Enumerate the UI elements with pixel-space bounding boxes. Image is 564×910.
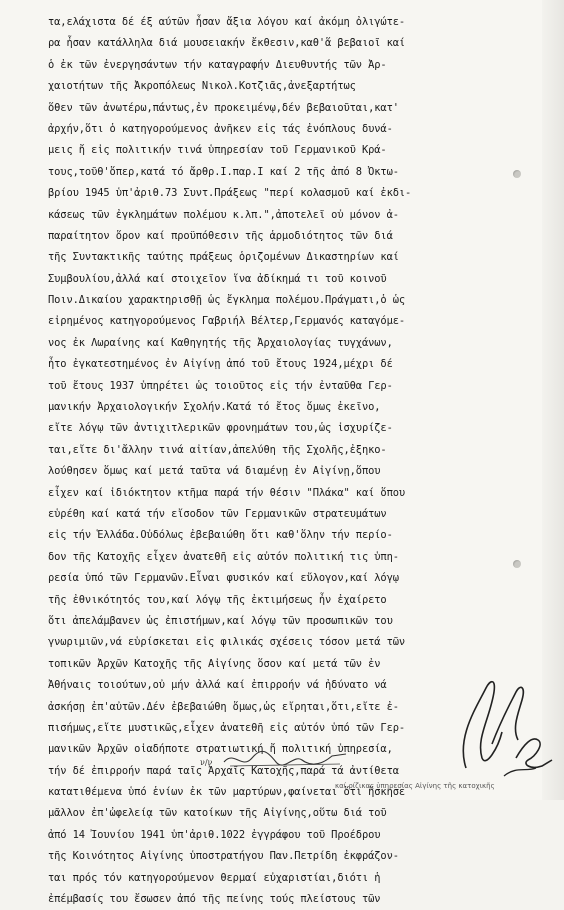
text-line: κάσεως τῶν ἐγκλημάτων πολέμου κ.λπ.",ἀποτελεῖ οὐ μόνον ἀ-	[48, 208, 399, 221]
text-line: τῆς ἐθνικότητός του,καί λόγῳ τῆς ἐκτιμήσεως ἦν ἐχαίρετο	[48, 593, 387, 606]
text-line: εἰς τήν Ἑλλάδα.Οὐδόλως ἐβεβαιώθη ὅτι καθ'ὅλην τήν περίο-	[48, 529, 393, 542]
punch-hole	[513, 170, 521, 178]
text-line: ἀπό 14 Ἰουνίου 1941 ὑπ'ἀριθ.1022 ἐγγράφου τοῦ Προέδρου	[48, 828, 381, 841]
text-line: ἀσκήσῃ ἐπ'αὐτῶν.Δέν ἐβεβαιώθη ὅμως,ὡς εἴρηται,ὅτι,εἴτε ἐ-	[48, 700, 399, 713]
text-line: τα,ελάχιστα δέ έξ αύτῶν ἦσαν ἄξια λόγου καί ἀκόμη ὀλιγώτε-	[48, 16, 406, 28]
text-line: εἴτε λόγῳ τῶν ἀντιχιτλερικῶν φρονημάτων του,ὡς ἰσχυρίζε-	[48, 422, 393, 435]
bottom-initial-mark: ν/ν	[200, 758, 213, 767]
text-line: ται,εἴτε δι'ἄλλην τινά αἰτίαν,ἀπελύθη τῆς Σχολῆς,ἐξηκο-	[48, 443, 387, 456]
text-line: τῆς Συντακτικῆς ταύτης πράξεως ὁριζομένων Δικαστηρίων καί	[48, 251, 399, 264]
text-line: παραίτητον ὅρον καί προϋπόθεσιν τῆς ἁρμοδιότητος τῶν διά	[48, 229, 393, 242]
text-line: λούθησεν ὅμως καί μετά ταῦτα νά διαμένῃ ἐν Αἰγίνῃ,ὅπου	[48, 465, 381, 478]
text-line: μανικῶν Ἀρχῶν οἱαδήποτε στρατιωτική ἤ πολιτική ὑπηρεσία,	[48, 743, 393, 756]
text-line: τῆς Κοινότητος Αἰγίνης ὑποστρατήγου Παν.Πετρίδη ἐκφράζον-	[48, 850, 399, 863]
text-line: τήν δέ ἐπιρροήν παρά ταῖς Ἀρχαῖς Κατοχῆς,παρά τά ἀντίθετα	[48, 764, 399, 777]
text-line: γνωριμιῶν,νά εὑρίσκεται εἰς φιλικάς σχέσεις τόσον μετά τῶν	[48, 636, 406, 649]
text-line: πισήμως,εἴτε μυστικῶς,εἶχεν ἀνατεθῆ εἰς αὐτόν ὑπό τῶν Γερ-	[48, 721, 406, 734]
text-line: ὅτι ἀπελάμβανεν ὡς ἐπιστήμων,καί λόγῳ τῶν προσωπικῶν του	[48, 614, 393, 627]
text-line: μᾶλλον ἐπ'ὠφελείᾳ τῶν κατοίκων τῆς Αἰγίνης,οὕτω διά τοῦ	[48, 807, 387, 820]
text-line: ρα ἦσαν κατάλληλα διά μουσειακήν ἔκθεσιν,καθ'ἅ βεβαιοῖ καί	[48, 37, 406, 50]
punch-hole	[513, 560, 521, 568]
text-line: τοπικῶν Ἀρχῶν Κατοχῆς τῆς Αἰγίνης ὅσον καί μετά τῶν ἐν	[48, 657, 381, 670]
text-line: ὁ ἐκ τῶν ἐνεργησάντων τήν καταγραφήν Διευθυντής τῶν Ἀρ-	[48, 58, 387, 71]
text-line: μεις ἤ εἰς πολιτικήν τινά ὑπηρεσίαν τοῦ Γερμανικοῦ Κρά-	[48, 144, 387, 157]
text-line: Ἀθήναις τοιούτων,οὐ μήν ἀλλά καί ἐπιρροήν νά ἠδύνατο νά	[48, 679, 387, 692]
typewritten-body	[48, 12, 458, 910]
text-line: μανικήν Ἀρχαιολογικήν Σχολήν.Κατά τό ἔτος ὅμως ἐκεῖνο,	[48, 401, 381, 414]
text-line: χαιοτήτων τῆς Ἀκροπόλεως Νικολ.Κοτζιᾶς,ἀνεξαρτήτως	[48, 80, 356, 93]
text-line: δον τῆς Κατοχῆς εἶχεν ἀνατεθῆ εἰς αὐτόν πολιτική τις ὑπη-	[48, 550, 399, 563]
margin-handwritten-signature	[446, 648, 556, 788]
text-line: ται πρός τόν κατηγορούμενον θερμαί εὐχαριστίαι,διότι ἡ	[48, 871, 381, 884]
text-line: ὅθεν τῶν ἀνωτέρω,πάντως,ἐν προκειμένῳ,δέν βεβαιοῦται,κατ'	[48, 101, 399, 114]
text-line: τους,τοῦθ'ὅπερ,κατά τό ἄρθρ.Ι.παρ.Ι καί 2 τῆς ἀπό 8 Ὀκτω-	[48, 165, 399, 178]
text-line: βρίου 1945 ὑπ'ἀριθ.73 Συντ.Πράξεως "περί κολασμοῦ καί ἐκδι-	[48, 187, 412, 200]
text-line: εἶχεν καί ἰδιόκτητον κτῆμα παρά τήν θέσιν "Πλάκα" καί ὅπου	[48, 486, 406, 499]
text-line: νος ἐκ Λωραίνης καί Καθηγητής τῆς Ἀρχαιολογίας τυγχάνων,	[48, 336, 393, 349]
text-line: Ποιν.Δικαίου χαρακτηρισθῇ ὡς ἔγκλημα πολέμου.Πράγματι,ὁ ὡς	[48, 294, 406, 307]
text-line: εἰρημένος κατηγορούμενος Γαβριήλ Βέλτερ,Γερμανός καταγόμε-	[48, 315, 406, 328]
text-line: ἐπέμβασίς του ἔσωσεν ἀπό τῆς πείνης τούς πλείστους τῶν	[48, 893, 381, 906]
text-line: εὑρέθη καί κατά τήν εἴσοδον τῶν Γερμανικῶν στρατευμάτων	[48, 507, 387, 520]
text-line: Συμβουλίου,ἀλλά καί στοιχεῖον ἵνα ἀδίκημά τι τοῦ κοινοῦ	[48, 272, 387, 285]
text-line: τοῦ ἔτους 1937 ὑπηρέτει ὡς τοιοῦτος εἰς τήν ἐνταῦθα Γερ-	[48, 379, 393, 392]
text-line: ἦτο ἐγκατεστημένος ἐν Αἰγίνῃ ἀπό τοῦ ἔτους 1924,μέχρι δέ	[48, 358, 393, 371]
text-line: ἀρχήν,ὅτι ὁ κατηγορούμενος ἀνῆκεν εἰς τάς ἐνόπλους δυνά-	[48, 122, 393, 135]
text-line: κατατιθέμενα ὑπό ἑνίων ἐκ τῶν μαρτύρων,φαίνεται ὅτι ἤσκησε	[48, 786, 406, 799]
bottom-signature-scribble	[220, 744, 350, 772]
page-footer-text: καί ρίζικας ὑπηρεσίας Αἰγίνης τῆς κατοχικῆς	[335, 782, 495, 790]
text-line: ρεσία ὑπό τῶν Γερμανῶν.Εἶναι φυσικόν καί εὔλογον,καί λόγῳ	[48, 572, 399, 585]
